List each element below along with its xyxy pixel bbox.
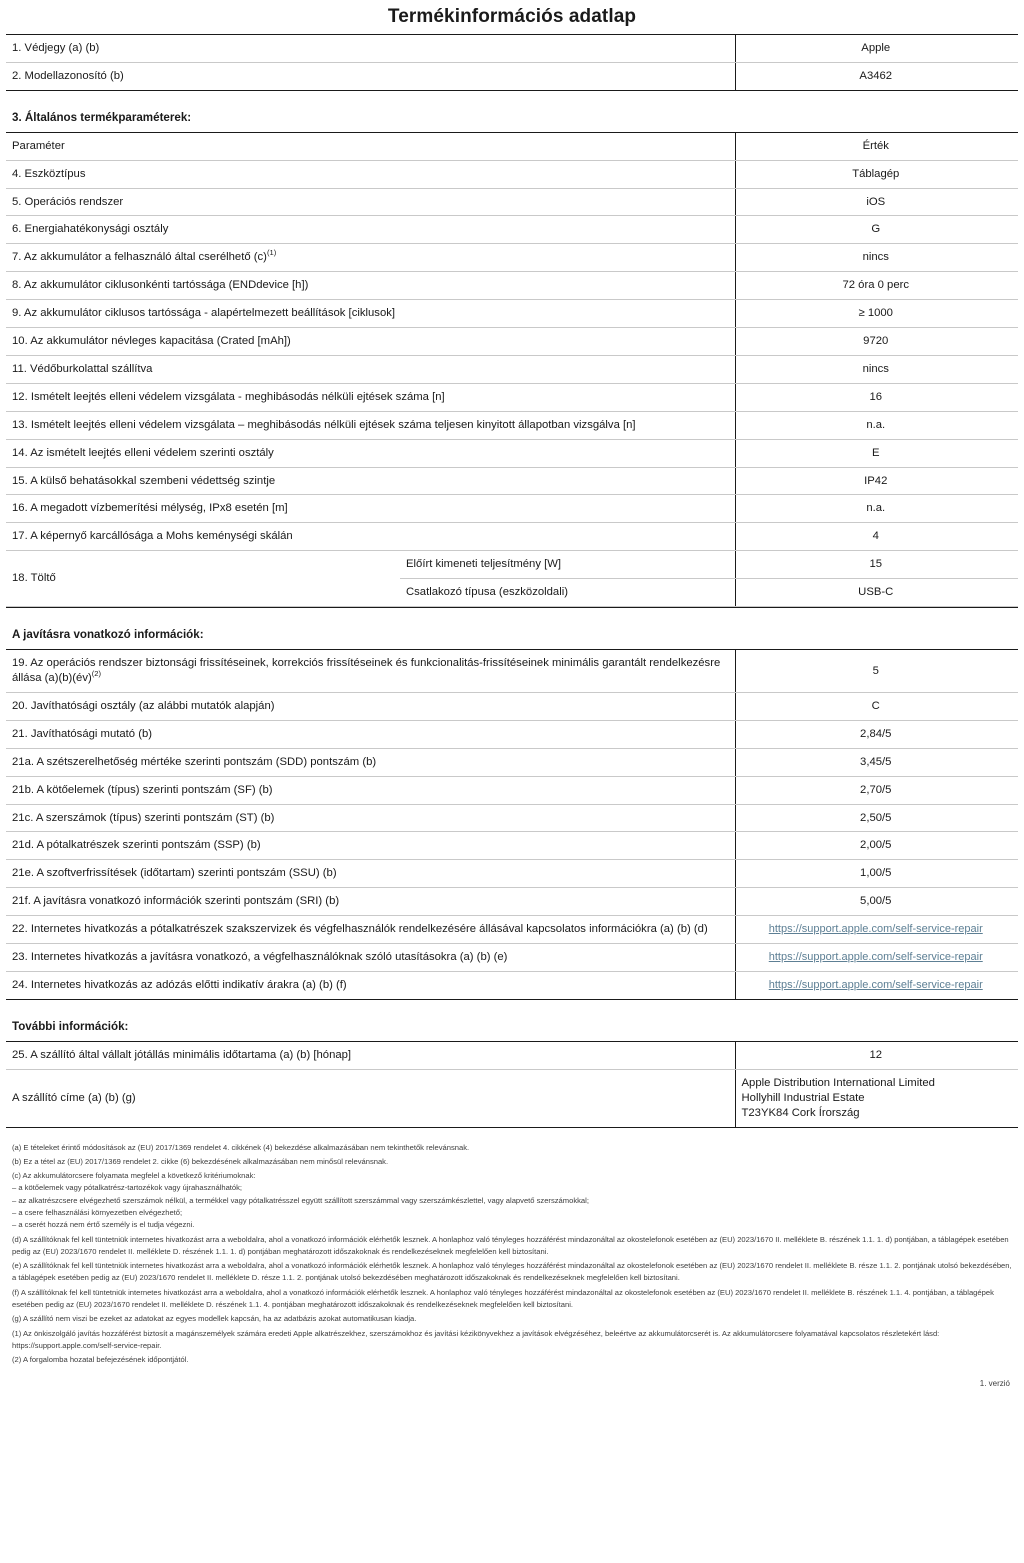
footnote-g: (g) A szállító nem viszi be ezeket az adatokat az egyes modellek kapcsán, ha az adatbázis azokat automatikusan kiadja. bbox=[12, 1314, 417, 1324]
row-label: 12. Ismételt leejtés elleni védelem vizsgálata - meghibásodás nélküli ejtések száma [n] bbox=[6, 383, 735, 411]
row-label: A szállító címe (a) (b) (g) bbox=[6, 1069, 735, 1127]
table-row bbox=[6, 160, 1018, 188]
row-value: 12 bbox=[735, 1041, 1018, 1069]
row-label: 14. Az ismételt leejtés elleni védelem szerinti osztály bbox=[6, 439, 735, 467]
row-value: 5,00/5 bbox=[735, 888, 1018, 916]
row-value: G bbox=[735, 216, 1018, 244]
row-label: 6. Energiahatékonysági osztály bbox=[6, 216, 735, 244]
row-label: 24. Internetes hivatkozás az adózás előtti indikatív árakra (a) (b) (f) bbox=[6, 971, 735, 999]
row-label bbox=[6, 650, 735, 693]
row-label: 18. Töltő bbox=[12, 572, 56, 585]
indicative-prices-link[interactable]: https://support.apple.com/self-service-repair bbox=[768, 978, 983, 991]
row-label: 11. Védőburkolattal szállítva bbox=[6, 355, 735, 383]
footnote-1: (1) Az önkiszolgáló javítás hozzáférést biztosít a magánszemélyek számára eredeti Apple alkatrészekhez, szerszámokhoz és javítási kézikönyvekhez a javítások elvégzéséhez, beleértve az akkumulátorcserét is. Az akkumulátorcsere folyamatával kapcsolatos részletekért lásd: https://support.apple.com/self-service-repair. bbox=[12, 1328, 940, 1350]
row-value: 2,70/5 bbox=[735, 776, 1018, 804]
row-value: A3462 bbox=[735, 62, 1018, 90]
section-heading-repair: A javításra vonatkozó információk: bbox=[12, 628, 204, 642]
table-row-charger bbox=[6, 551, 1018, 607]
charger-subtable bbox=[6, 551, 1018, 606]
row-label: 8. Az akkumulátor ciklusonkénti tartóssága (ENDdevice [h]) bbox=[6, 272, 735, 300]
row-label: 1. Védjegy (a) (b) bbox=[6, 34, 735, 62]
footnote-d: (d) A szállítóknak fel kell tüntetniük internetes hivatkozást arra a weboldalra, ahol a vonatkozó információk elérhetők lesznek. A honlaphoz való tényleges hozzáférést mindazonáltal az okostelefonok esetében az (EU) 2023/1670 II. melléklete B. részének 1.1. 1. d) pontjában, a táblagépek esetében pedig az (EU) 2023/1670 rendelet II. melléklete D. részének 1.1. 1. d) pontjában meghatározott időszakoknak és rendelkezéseknek megfelelően kell biztosítani. bbox=[12, 1234, 1009, 1256]
table-row bbox=[6, 748, 1018, 776]
row-value: 72 óra 0 perc bbox=[735, 272, 1018, 300]
row-label: 21f. A javításra vonatkozó információk szerinti pontszám (SRI) (b) bbox=[6, 888, 735, 916]
spare-parts-link[interactable]: https://support.apple.com/self-service-repair bbox=[768, 923, 983, 936]
table-header-row bbox=[6, 132, 1018, 160]
row-label bbox=[6, 244, 735, 272]
row-value bbox=[735, 916, 1018, 944]
row-value: Táblagép bbox=[735, 160, 1018, 188]
row-value: 4 bbox=[735, 523, 1018, 551]
row-label: 25. A szállító által vállalt jótállás minimális időtartama (a) (b) [hónap] bbox=[6, 1041, 735, 1069]
charger-row-power bbox=[6, 551, 1018, 578]
border-cell bbox=[6, 607, 735, 608]
footnote-marker: (2) bbox=[91, 669, 102, 679]
footnotes-block bbox=[12, 1142, 1012, 1367]
row-value: 2,50/5 bbox=[735, 804, 1018, 832]
row-label: 13. Ismételt leejtés elleni védelem vizsgálata – meghibásodás nélküli ejtések száma teljesen kinyitott állapotban vizsgálva [n] bbox=[6, 411, 735, 439]
row-label: 2. Modellazonosító (b) bbox=[6, 62, 735, 90]
footnote-c-bullet-4: – a cserét hozzá nem értő személy is el tudja végezni. bbox=[12, 1220, 195, 1230]
table-row bbox=[6, 495, 1018, 523]
row-label: 21. Javíthatósági mutató (b) bbox=[6, 720, 735, 748]
footnote-a: (a) E tételeket érintő módosítások az (EU) 2017/1369 rendelet 4. cikkének (4) bekezdése alkalmazásában nem tekinthetők relevánsnak. bbox=[12, 1142, 470, 1152]
row-label: 15. A külső behatásokkal szembeni védettség szintje bbox=[6, 467, 735, 495]
row-value: nincs bbox=[735, 244, 1018, 272]
table-row bbox=[6, 804, 1018, 832]
footnote-f: (f) A szállítóknak fel kell tüntetniük internetes hivatkozást arra a weboldalra, ahol a vonatkozó információk elérhetők lesznek. A honlaphoz való tényleges hozzáférést mindazonáltal az okostelefonok esetében az (EU) 2023/1670 rendelet II. melléklete B. részének 1.1. 4. pontjában, a táblagépek esetében pedig az (EU) 2023/1670 rendelet II. melléklete D. részének 1.1. 4. pontjában meghatározott időszakoknak és rendelkezéseknek megfelelően kell biztosítani. bbox=[12, 1287, 994, 1310]
row-value: 16 bbox=[735, 383, 1018, 411]
column-header-value: Érték bbox=[735, 132, 1018, 160]
row-value: n.a. bbox=[735, 411, 1018, 439]
border-cell bbox=[735, 607, 1018, 608]
table-row bbox=[6, 300, 1018, 328]
table-row bbox=[6, 692, 1018, 720]
footnote-marker: (1) bbox=[266, 248, 277, 258]
row-label: 4. Eszköztípus bbox=[6, 160, 735, 188]
table-row-address bbox=[6, 1069, 1018, 1127]
table-row bbox=[6, 355, 1018, 383]
row-value: IP42 bbox=[735, 467, 1018, 495]
table-row bbox=[6, 328, 1018, 356]
footnote-c: (c) Az akkumulátorcsere folyamata megfelel a következő kritériumoknak: bbox=[12, 1171, 256, 1181]
table-row-warranty bbox=[6, 1041, 1018, 1069]
row-label: 21e. A szoftverfrissítések (időtartam) szerinti pontszám (SSU) (b) bbox=[6, 860, 735, 888]
footnote-c-bullet-3: – a csere felhasználási környezetben elvégezhető; bbox=[12, 1208, 183, 1217]
table-row bbox=[6, 439, 1018, 467]
section-heading-additional: További információk: bbox=[12, 1019, 129, 1033]
section-heading-general: 3. Általános termékparaméterek: bbox=[12, 110, 192, 124]
row-value: n.a. bbox=[735, 495, 1018, 523]
table-row bbox=[6, 776, 1018, 804]
row-value: C bbox=[735, 692, 1018, 720]
column-header-parameter: Paraméter bbox=[6, 132, 735, 160]
row-value: 2,84/5 bbox=[735, 720, 1018, 748]
row-value: 3,45/5 bbox=[735, 748, 1018, 776]
table-row bbox=[6, 971, 1018, 999]
row-label: 16. A megadott vízbemerítési mélység, IPx8 esetén [m] bbox=[6, 495, 735, 523]
row-label: 9. Az akkumulátor ciklusos tartóssága - alapértelmezett beállítások [ciklusok] bbox=[6, 300, 735, 328]
address-line: Hollyhill Industrial Estate bbox=[741, 1091, 865, 1104]
table-row bbox=[6, 832, 1018, 860]
table-row bbox=[6, 216, 1018, 244]
row-label-text: 19. Az operációs rendszer biztonsági frissítéseinek, korrekciós frissítéseinek és funkcionalitás-frissítéseinek minimális garantált rendelkezésre állása (a)(b)(év) bbox=[12, 657, 721, 685]
repair-instructions-link[interactable]: https://support.apple.com/self-service-repair bbox=[768, 951, 983, 964]
table-row bbox=[6, 650, 1018, 693]
table-row bbox=[6, 244, 1018, 272]
charger-sublabel: Csatlakozó típusa (eszközoldali) bbox=[406, 586, 568, 599]
row-label: 17. A képernyő karcállósága a Mohs keménységi skálán bbox=[6, 523, 735, 551]
table-row bbox=[6, 188, 1018, 216]
row-label: 21d. A pótalkatrészek szerinti pontszám (SSP) (b) bbox=[6, 832, 735, 860]
row-value: 5 bbox=[735, 650, 1018, 693]
table-row bbox=[6, 720, 1018, 748]
table-row bbox=[6, 523, 1018, 551]
row-value: Apple bbox=[735, 34, 1018, 62]
page-title: Termékinformációs adatlap bbox=[387, 6, 637, 27]
table-row bbox=[6, 916, 1018, 944]
footnote-b: (b) Ez a tétel az (EU) 2017/1369 rendelet 2. cikke (6) bekezdésének alkalmazásában nem minősül relevánsnak. bbox=[12, 1156, 389, 1166]
footnote-c-bullet-1: – a kötőelemek vagy pótalkatrész-tartozékok vagy újrahasználhatók; bbox=[12, 1183, 243, 1193]
footnote-c-bullet-2: – az alkatrészcsere elvégezhető szerszámok nélkül, a termékkel vagy pótalkatrésszel együtt szállított szerszámmal vagy szerszámkészlettel, vagy alapvető szerszámokkal; bbox=[12, 1195, 589, 1205]
table-row bbox=[6, 860, 1018, 888]
table-row bbox=[6, 467, 1018, 495]
table-row bbox=[6, 34, 1018, 62]
repair-information-table bbox=[6, 649, 1018, 1000]
row-label: 5. Operációs rendszer bbox=[6, 188, 735, 216]
table-bottom-border bbox=[6, 607, 1018, 608]
table-row bbox=[6, 411, 1018, 439]
row-value: iOS bbox=[735, 188, 1018, 216]
row-label: 21c. A szerszámok (típus) szerinti pontszám (ST) (b) bbox=[6, 804, 735, 832]
row-value: nincs bbox=[735, 355, 1018, 383]
row-label-text: 7. Az akkumulátor a felhasználó által cserélhető (c) bbox=[12, 251, 267, 264]
row-value bbox=[735, 971, 1018, 999]
table-row bbox=[6, 944, 1018, 972]
row-value bbox=[735, 944, 1018, 972]
table-row bbox=[6, 888, 1018, 916]
table-row bbox=[6, 272, 1018, 300]
row-value: E bbox=[735, 439, 1018, 467]
additional-information-table bbox=[6, 1041, 1018, 1128]
row-label: 23. Internetes hivatkozás a javításra vonatkozó, a végfelhasználóknak szóló utasításokra (a) (b) (e) bbox=[6, 944, 735, 972]
general-parameters-table bbox=[6, 132, 1018, 608]
row-value: 9720 bbox=[735, 328, 1018, 356]
row-label: 22. Internetes hivatkozás a pótalkatrészek szakszervizek és végfelhasználók rendelkezésére állásával kapcsolatos információkra (a) (b) (d) bbox=[6, 916, 735, 944]
table-row bbox=[6, 383, 1018, 411]
row-label: 21a. A szétszerelhetőség mértéke szerinti pontszám (SDD) pontszám (b) bbox=[6, 748, 735, 776]
row-value: ≥ 1000 bbox=[735, 300, 1018, 328]
row-value: 2,00/5 bbox=[735, 832, 1018, 860]
row-label: 21b. A kötőelemek (típus) szerinti pontszám (SF) (b) bbox=[6, 776, 735, 804]
version-label: 1. verzió bbox=[979, 1378, 1010, 1388]
charger-value: 15 bbox=[735, 551, 1018, 578]
address-line: T23YK84 Cork Írország bbox=[741, 1106, 860, 1119]
row-value: 1,00/5 bbox=[735, 860, 1018, 888]
identity-table bbox=[6, 34, 1018, 91]
row-label: 20. Javíthatósági osztály (az alábbi mutatók alapján) bbox=[6, 692, 735, 720]
row-label: 10. Az akkumulátor névleges kapacitása (Crated [mAh]) bbox=[6, 328, 735, 356]
footnote-2: (2) A forgalomba hozatal befejezésének időpontjától. bbox=[12, 1355, 189, 1365]
product-information-sheet bbox=[0, 7, 1024, 1388]
address-line: Apple Distribution International Limited bbox=[741, 1076, 935, 1089]
charger-value: USB-C bbox=[735, 579, 1018, 606]
footnote-e: (e) A szállítóknak fel kell tüntetniük internetes hivatkozást arra a weboldalra, ahol a vonatkozó információk elérhetők lesznek. A honlaphoz való tényleges hozzáférést mindazonáltal az okostelefonok esetében az (EU) 2023/1670 rendelet II. melléklete B. része 1.1. 2. pontjának utolsó bekezdésében, a táblagépek esetében pedig az (EU) 2023/1670 rendelet II. melléklete D. része 1.1. 2. pontjának utolsó bekezdésében meghatározott időszakoknak és rendelkezéseknek megfelelően kell biztosítani. bbox=[12, 1261, 1012, 1283]
table-row bbox=[6, 62, 1018, 90]
supplier-address bbox=[735, 1069, 1018, 1127]
charger-sublabel: Előírt kimeneti teljesítmény [W] bbox=[400, 551, 735, 578]
